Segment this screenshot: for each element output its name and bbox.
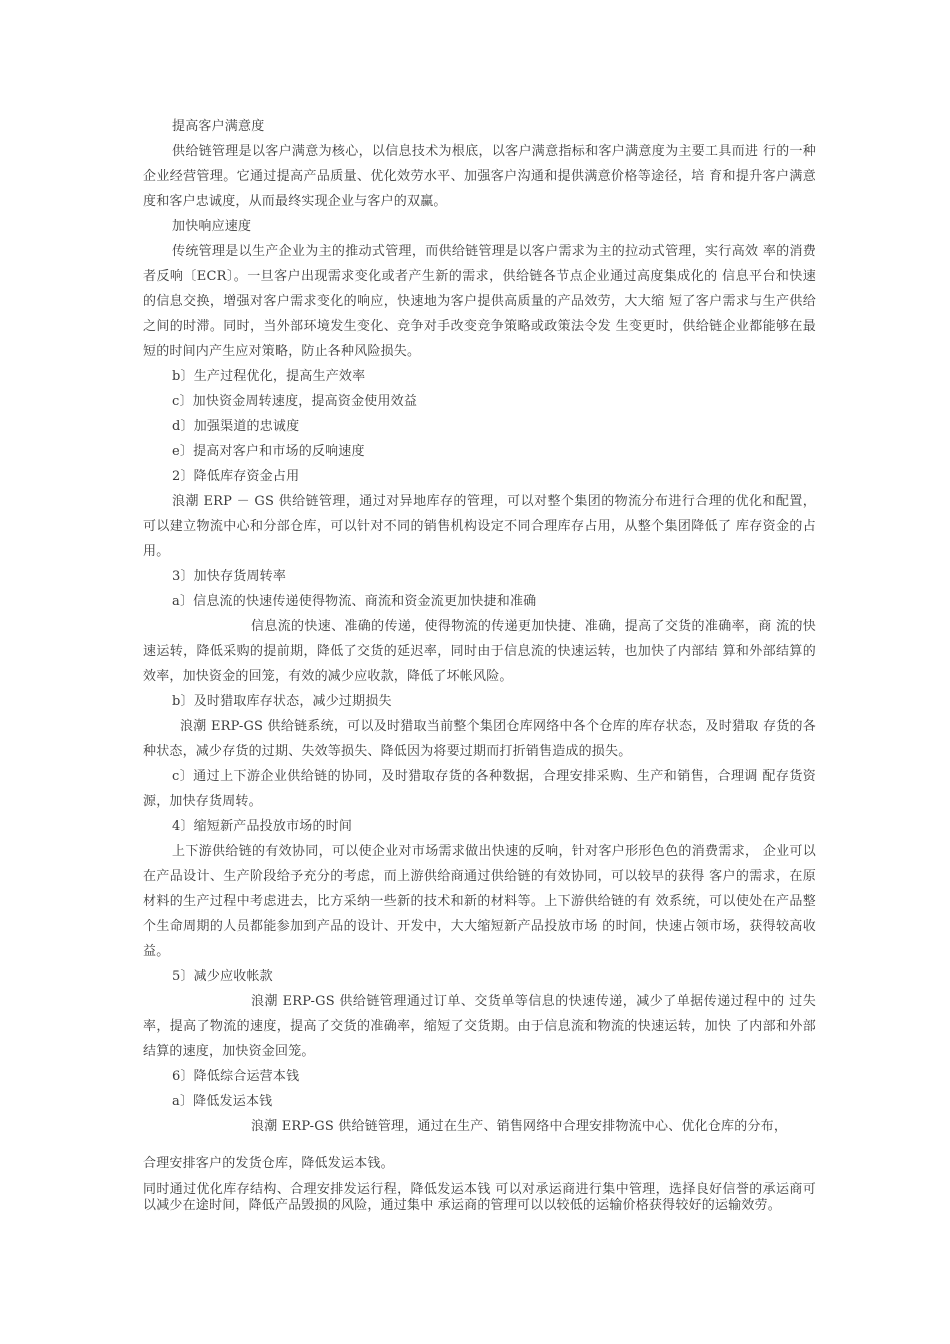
paragraph: 信息流的快速、准确的传递，使得物流的传递更加快捷、准确，提高了交货的准确率，商 流的快速运转，降低采购的提前期，降低了交货的延迟率，同时由于信息流的快速运转，也加快了内部结 算和外部结算的效率，加快资金的回笼，有效的减少应收款，降低了坏帐风险。 bbox=[143, 619, 816, 684]
heading-response-speed: 加快响应速度 bbox=[172, 219, 252, 234]
section-heading: 5〕减少应收帐款 bbox=[172, 969, 273, 984]
document-body bbox=[143, 114, 816, 1214]
paragraph: 上下游供给链的有效协同，可以使企业对市场需求做出快速的反响，针对客户形形色色的消费需求， 企业可以在产品设计、生产阶段给予充分的考虑，而上游供给商通过供给链的有效协同，可以较早的获得 客户的需求，在原材料的生产过程中考虑进去，比方采纳一些新的技术和新的材料等。上下游供给链的有 效系统，可以使处在产品整个生命周期的人员都能参加到产品的设计、开发中，大大缩短新产品投放市场 的时间，快速占领市场，获得较高收益。 bbox=[143, 844, 816, 959]
list-item: e〕提高对客户和市场的反响速度 bbox=[172, 444, 365, 459]
list-item: d〕加强渠道的忠诚度 bbox=[172, 419, 300, 434]
section-heading: 3〕加快存货周转率 bbox=[172, 569, 287, 584]
section-heading: 6〕降低综合运营本钱 bbox=[172, 1069, 300, 1084]
heading-customer-satisfaction: 提高客户满意度 bbox=[172, 119, 265, 134]
paragraph: 浪潮 ERP － GS 供给链管理，通过对异地库存的管理，可以对整个集团的物流分布进行合理的优化和配置，可以建立物流中心和分部仓库，可以针对不同的销售机构设定不同合理库存占用，从整个集团降低了 库存资金的占用。 bbox=[143, 494, 816, 559]
list-item: a〕降低发运本钱 bbox=[172, 1094, 273, 1109]
list-item: c〕通过上下游企业供给链的协同，及时猎取存货的各种数据，合理安排采购、生产和销售，合理调 配存货资源，加快存货周转。 bbox=[143, 769, 816, 809]
paragraph: 传统管理是以生产企业为主的推动式管理，而供给链管理是以客户需求为主的拉动式管理，实行高效 率的消费者反响〔ECR〕。一旦客户出现需求变化或者产生新的需求，供给链各节点企业通过高度集成化的 信息平台和快速的信息交换，增强对客户需求变化的响应，快速地为客户提供高质量的产品效劳，大大缩 短了客户需求与生产供给之间的时滞。同时，当外部环境发生变化、竞争对手改变竞争策略或政策法令发 生变更时，供给链企业都能够在最短的时间内产生应对策略，防止各种风险损失。 bbox=[143, 244, 816, 359]
paragraph: 浪潮 ERP-GS 供给链管理通过订单、交货单等信息的快速传递，减少了单据传递过程中的 过失率，提高了物流的速度，提高了交货的准确率，缩短了交货期。由于信息流和物流的快速运转，加快 了内部和外部结算的速度，加快资金回笼。 bbox=[143, 994, 816, 1059]
paragraph: 供给链管理是以客户满意为核心，以信息技术为根底，以客户满意指标和客户满意度为主要工具而进 行的一种企业经营管理。它通过提高产品质量、优化效劳水平、加强客户沟通和提供满意价格等途径，培 育和提升客户满意度和客户忠诚度，从而最终实现企业与客户的双赢。 bbox=[143, 144, 816, 209]
list-item: b〕生产过程优化，提高生产效率 bbox=[172, 369, 366, 384]
section-heading: 2〕降低库存资金占用 bbox=[172, 469, 300, 484]
section-heading: 4〕缩短新产品投放市场的时间 bbox=[172, 819, 353, 834]
paragraph: 浪潮 ERP-GS 供给链管理，通过在生产、销售网络中合理安排物流中心、优化仓库的分布， bbox=[251, 1119, 788, 1134]
list-item: b〕及时猎取库存状态，减少过期损失 bbox=[172, 694, 392, 709]
paragraph: 浪潮 ERP-GS 供给链系统，可以及时猎取当前整个集团仓库网络中各个仓库的库存状态，及时猎取 存货的各种状态，减少存货的过期、失效等损失、降低因为将要过期而打折销售造成的损失。 bbox=[143, 719, 816, 759]
paragraph: 同时通过优化库存结构、合理安排发运行程，降低发运本钱 可以对承运商进行集中管理，选择良好信誉的承运商可以减少在途时间，降低产品毁损的风险，通过集中 承运商的管理可以以较低的运输价格获得较好的运输效劳。 bbox=[143, 1182, 816, 1213]
paragraph: 合理安排客户的发货仓库，降低发运本钱。 bbox=[143, 1156, 394, 1171]
list-item: a〕信息流的快速传递使得物流、商流和资金流更加快捷和准确 bbox=[172, 594, 537, 609]
list-item: c〕加快资金周转速度，提高资金使用效益 bbox=[172, 394, 418, 409]
